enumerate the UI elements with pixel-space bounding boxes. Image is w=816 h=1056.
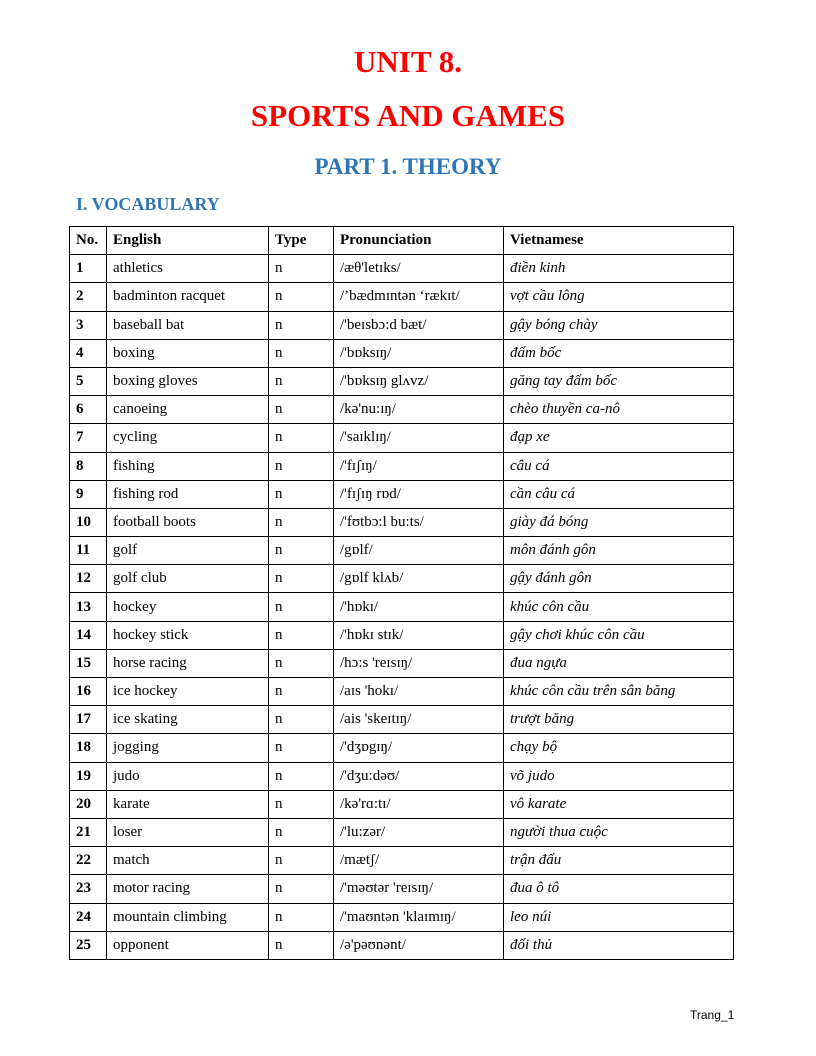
cell-no: 14 bbox=[70, 621, 107, 649]
cell-pronunciation: /mætʃ/ bbox=[334, 847, 504, 875]
table-row bbox=[70, 396, 734, 424]
table-row bbox=[70, 424, 734, 452]
cell-vietnamese: đua ô tô bbox=[504, 875, 734, 903]
cell-type: n bbox=[269, 565, 334, 593]
table-header-row bbox=[70, 227, 734, 255]
cell-pronunciation: /æθ'letɪks/ bbox=[334, 255, 504, 283]
cell-type: n bbox=[269, 931, 334, 959]
cell-no: 12 bbox=[70, 565, 107, 593]
cell-pronunciation: /'lu:zər/ bbox=[334, 818, 504, 846]
cell-no: 16 bbox=[70, 678, 107, 706]
cell-english: badminton racquet bbox=[107, 283, 269, 311]
cell-no: 13 bbox=[70, 593, 107, 621]
cell-no: 9 bbox=[70, 480, 107, 508]
cell-english: fishing rod bbox=[107, 480, 269, 508]
table-row bbox=[70, 875, 734, 903]
cell-type: n bbox=[269, 396, 334, 424]
cell-vietnamese: gậy đánh gôn bbox=[504, 565, 734, 593]
table-row bbox=[70, 537, 734, 565]
cell-no: 5 bbox=[70, 367, 107, 395]
cell-vietnamese: vợt cầu lông bbox=[504, 283, 734, 311]
cell-no: 1 bbox=[70, 255, 107, 283]
cell-no: 10 bbox=[70, 508, 107, 536]
table-row bbox=[70, 508, 734, 536]
cell-vietnamese: trận đấu bbox=[504, 847, 734, 875]
cell-vietnamese: giày đá bóng bbox=[504, 508, 734, 536]
cell-no: 8 bbox=[70, 452, 107, 480]
table-row bbox=[70, 931, 734, 959]
cell-type: n bbox=[269, 283, 334, 311]
cell-no: 7 bbox=[70, 424, 107, 452]
cell-type: n bbox=[269, 339, 334, 367]
cell-pronunciation: /'dʒu:dəʊ/ bbox=[334, 762, 504, 790]
cell-type: n bbox=[269, 593, 334, 621]
cell-pronunciation: /’bædmɪntən ‘rækɪt/ bbox=[334, 283, 504, 311]
cell-no: 17 bbox=[70, 706, 107, 734]
topic-title: SPORTS AND GAMES bbox=[250, 98, 566, 133]
table-row bbox=[70, 706, 734, 734]
cell-pronunciation: /'saɪklɪŋ/ bbox=[334, 424, 504, 452]
cell-english: opponent bbox=[107, 931, 269, 959]
column-header-english: English bbox=[107, 227, 269, 255]
cell-pronunciation: /'bɒksɪŋ glʌvz/ bbox=[334, 367, 504, 395]
cell-pronunciation: /'hɒkɪ stɪk/ bbox=[334, 621, 504, 649]
table-row bbox=[70, 818, 734, 846]
cell-pronunciation: /'maʊntən 'klaɪmɪŋ/ bbox=[334, 903, 504, 931]
cell-vietnamese: môn đánh gôn bbox=[504, 537, 734, 565]
cell-type: n bbox=[269, 537, 334, 565]
table-row bbox=[70, 903, 734, 931]
cell-english: boxing gloves bbox=[107, 367, 269, 395]
table-row bbox=[70, 452, 734, 480]
table-row bbox=[70, 565, 734, 593]
cell-pronunciation: /gɒlf klʌb/ bbox=[334, 565, 504, 593]
table-row bbox=[70, 734, 734, 762]
cell-english: athletics bbox=[107, 255, 269, 283]
part-heading: PART 1. THEORY bbox=[314, 154, 502, 179]
cell-english: ice hockey bbox=[107, 678, 269, 706]
cell-vietnamese: gậy bóng chày bbox=[504, 311, 734, 339]
cell-english: loser bbox=[107, 818, 269, 846]
cell-pronunciation: /aɪs 'hokɪ/ bbox=[334, 678, 504, 706]
cell-type: n bbox=[269, 424, 334, 452]
cell-no: 23 bbox=[70, 875, 107, 903]
cell-english: motor racing bbox=[107, 875, 269, 903]
cell-english: match bbox=[107, 847, 269, 875]
cell-vietnamese: vô karate bbox=[504, 790, 734, 818]
cell-no: 18 bbox=[70, 734, 107, 762]
cell-vietnamese: găng tay đấm bốc bbox=[504, 367, 734, 395]
cell-pronunciation: /ə'pəʊnənt/ bbox=[334, 931, 504, 959]
cell-type: n bbox=[269, 678, 334, 706]
cell-no: 20 bbox=[70, 790, 107, 818]
table-row bbox=[70, 678, 734, 706]
cell-vietnamese: chạy bộ bbox=[504, 734, 734, 762]
cell-no: 24 bbox=[70, 903, 107, 931]
cell-pronunciation: /'fɪʃɪŋ rɒd/ bbox=[334, 480, 504, 508]
cell-type: n bbox=[269, 847, 334, 875]
cell-pronunciation: /'beɪsbɔ:d bæt/ bbox=[334, 311, 504, 339]
cell-type: n bbox=[269, 621, 334, 649]
cell-vietnamese: khúc côn cầu trên sân băng bbox=[504, 678, 734, 706]
cell-vietnamese: đua ngựa bbox=[504, 649, 734, 677]
cell-pronunciation: /ais 'skeɪtɪŋ/ bbox=[334, 706, 504, 734]
cell-english: fishing bbox=[107, 452, 269, 480]
cell-pronunciation: /kə'rɑ:tɪ/ bbox=[334, 790, 504, 818]
column-header-pronunciation: Pronunciation bbox=[334, 227, 504, 255]
cell-english: judo bbox=[107, 762, 269, 790]
table-body bbox=[70, 255, 734, 960]
cell-pronunciation: /'dʒɒgɪŋ/ bbox=[334, 734, 504, 762]
cell-type: n bbox=[269, 875, 334, 903]
cell-vietnamese: trượt băng bbox=[504, 706, 734, 734]
cell-vietnamese: người thua cuộc bbox=[504, 818, 734, 846]
column-header-no: No. bbox=[70, 227, 107, 255]
cell-pronunciation: /hɔ:s 'reɪsɪŋ/ bbox=[334, 649, 504, 677]
cell-vietnamese: điền kinh bbox=[504, 255, 734, 283]
cell-english: baseball bat bbox=[107, 311, 269, 339]
cell-english: cycling bbox=[107, 424, 269, 452]
cell-no: 2 bbox=[70, 283, 107, 311]
table-row bbox=[70, 847, 734, 875]
cell-type: n bbox=[269, 311, 334, 339]
cell-no: 22 bbox=[70, 847, 107, 875]
cell-english: ice skating bbox=[107, 706, 269, 734]
cell-type: n bbox=[269, 734, 334, 762]
cell-no: 3 bbox=[70, 311, 107, 339]
cell-english: mountain climbing bbox=[107, 903, 269, 931]
cell-no: 25 bbox=[70, 931, 107, 959]
cell-type: n bbox=[269, 706, 334, 734]
cell-no: 19 bbox=[70, 762, 107, 790]
cell-type: n bbox=[269, 790, 334, 818]
cell-english: football boots bbox=[107, 508, 269, 536]
cell-vietnamese: câu cá bbox=[504, 452, 734, 480]
cell-vietnamese: đạp xe bbox=[504, 424, 734, 452]
column-header-type: Type bbox=[269, 227, 334, 255]
cell-vietnamese: leo núi bbox=[504, 903, 734, 931]
cell-type: n bbox=[269, 818, 334, 846]
cell-no: 4 bbox=[70, 339, 107, 367]
table-row bbox=[70, 283, 734, 311]
cell-vietnamese: chèo thuyền ca-nô bbox=[504, 396, 734, 424]
table-row bbox=[70, 790, 734, 818]
cell-vietnamese: gậy chơi khúc côn cầu bbox=[504, 621, 734, 649]
cell-no: 11 bbox=[70, 537, 107, 565]
cell-type: n bbox=[269, 367, 334, 395]
section-heading: I. VOCABULARY bbox=[76, 194, 220, 214]
cell-no: 15 bbox=[70, 649, 107, 677]
cell-type: n bbox=[269, 480, 334, 508]
cell-type: n bbox=[269, 762, 334, 790]
cell-vietnamese: cần câu cá bbox=[504, 480, 734, 508]
cell-english: golf bbox=[107, 537, 269, 565]
table-row bbox=[70, 339, 734, 367]
cell-english: boxing bbox=[107, 339, 269, 367]
cell-pronunciation: /'fɪʃɪŋ/ bbox=[334, 452, 504, 480]
cell-english: karate bbox=[107, 790, 269, 818]
cell-pronunciation: /gɒlf/ bbox=[334, 537, 504, 565]
table-row bbox=[70, 621, 734, 649]
cell-english: horse racing bbox=[107, 649, 269, 677]
cell-english: hockey bbox=[107, 593, 269, 621]
cell-vietnamese: đấm bốc bbox=[504, 339, 734, 367]
table-row bbox=[70, 649, 734, 677]
cell-type: n bbox=[269, 903, 334, 931]
cell-vietnamese: võ judo bbox=[504, 762, 734, 790]
cell-type: n bbox=[269, 452, 334, 480]
cell-pronunciation: /kə'nu:ɪŋ/ bbox=[334, 396, 504, 424]
cell-type: n bbox=[269, 649, 334, 677]
table-row bbox=[70, 480, 734, 508]
table-row bbox=[70, 593, 734, 621]
cell-type: n bbox=[269, 255, 334, 283]
cell-pronunciation: /'fʊtbɔ:l bu:ts/ bbox=[334, 508, 504, 536]
page-number: Trang_1 bbox=[690, 1008, 735, 1022]
table-row bbox=[70, 367, 734, 395]
cell-vietnamese: khúc côn cầu bbox=[504, 593, 734, 621]
cell-english: hockey stick bbox=[107, 621, 269, 649]
cell-pronunciation: /'hɒkɪ/ bbox=[334, 593, 504, 621]
cell-vietnamese: đối thủ bbox=[504, 931, 734, 959]
table-row bbox=[70, 311, 734, 339]
cell-pronunciation: /'məʊtər 'reɪsɪŋ/ bbox=[334, 875, 504, 903]
vocabulary-table bbox=[69, 226, 734, 960]
unit-title: UNIT 8. bbox=[354, 44, 462, 79]
cell-english: golf club bbox=[107, 565, 269, 593]
cell-english: jogging bbox=[107, 734, 269, 762]
table-row bbox=[70, 762, 734, 790]
column-header-vietnamese: Vietnamese bbox=[504, 227, 734, 255]
table-row bbox=[70, 255, 734, 283]
cell-no: 21 bbox=[70, 818, 107, 846]
cell-pronunciation: /'bɒksɪŋ/ bbox=[334, 339, 504, 367]
cell-no: 6 bbox=[70, 396, 107, 424]
cell-type: n bbox=[269, 508, 334, 536]
cell-english: canoeing bbox=[107, 396, 269, 424]
